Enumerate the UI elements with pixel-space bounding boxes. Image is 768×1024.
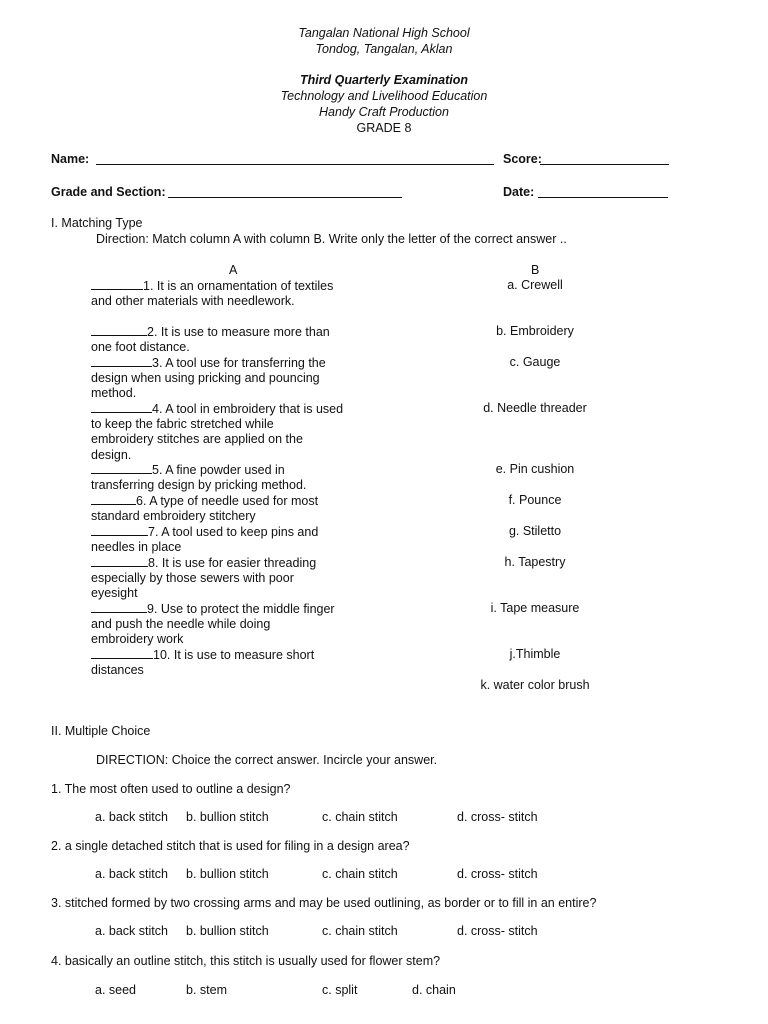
answer-blank[interactable] xyxy=(91,324,147,336)
course-title: Handy Craft Production xyxy=(319,105,449,119)
matching-item-text: 4. A tool in embroidery that is used xyxy=(152,402,344,416)
matching-item-continuation xyxy=(91,417,274,433)
grade-section-line[interactable] xyxy=(168,197,402,198)
matching-item-continuation xyxy=(91,432,303,448)
matching-item-continuation xyxy=(91,663,144,679)
answer-option[interactable]: a. back stitch xyxy=(95,924,168,938)
matching-item-text: embroidery stitches are applied on the xyxy=(91,432,303,446)
matching-item-text: distances xyxy=(91,662,144,677)
answer-option[interactable]: d. chain xyxy=(412,983,456,997)
matching-item-continuation xyxy=(91,371,320,387)
part2-title: II. Multiple Choice xyxy=(51,724,151,738)
matching-item-continuation xyxy=(91,448,131,464)
matching-item-text: one foot distance. xyxy=(91,339,190,354)
matching-item-text: design. xyxy=(91,447,132,462)
matching-item-continuation xyxy=(91,386,136,402)
matching-choice: d. Needle threader xyxy=(483,401,587,415)
answer-option[interactable]: b. stem xyxy=(186,983,227,997)
matching-choice: c. Gauge xyxy=(509,355,561,369)
part1-direction: Direction: Match column A with column B. Write only the letter of the correct answer .. xyxy=(96,232,567,246)
answer-option[interactable]: b. bullion stitch xyxy=(186,924,269,938)
grade-title: GRADE 8 xyxy=(356,121,412,135)
matching-item-text: needles in place xyxy=(91,539,182,554)
answer-option[interactable]: d. cross- stitch xyxy=(457,924,538,938)
matching-choice: i. Tape measure xyxy=(490,601,580,615)
matching-choice: e. Pin cushion xyxy=(495,462,575,476)
matching-item xyxy=(91,555,316,572)
answer-option[interactable]: a. seed xyxy=(95,983,137,997)
answer-option[interactable]: d. cross- stitch xyxy=(457,867,538,881)
column-b-heading: B xyxy=(531,263,540,277)
matching-item-text: 3. A tool use for transferring the xyxy=(152,356,326,370)
answer-blank[interactable] xyxy=(91,524,148,536)
answer-option[interactable]: b. bullion stitch xyxy=(186,810,269,824)
grade-section-label: Grade and Section: xyxy=(51,185,166,199)
matching-item-text: standard embroidery stitchery xyxy=(91,508,256,523)
school-address: Tondog, Tangalan, Aklan xyxy=(315,42,453,56)
matching-item xyxy=(91,647,314,664)
matching-item xyxy=(91,324,330,341)
matching-item-text: 8. It is use for easier threading xyxy=(148,556,317,570)
matching-item xyxy=(91,278,333,295)
matching-item-text: 10. It is use to measure short xyxy=(153,648,315,662)
matching-choice: b. Embroidery xyxy=(496,324,574,338)
matching-item xyxy=(91,524,318,541)
score-label: Score: xyxy=(503,152,542,166)
matching-item-text: 1. It is an ornamentation of textiles xyxy=(143,279,334,293)
answer-option[interactable]: d. cross- stitch xyxy=(457,810,538,824)
date-line[interactable] xyxy=(538,197,668,198)
matching-item-continuation xyxy=(91,340,190,356)
matching-item-continuation xyxy=(91,294,295,310)
score-line[interactable] xyxy=(540,164,669,165)
question-text: 4. basically an outline stitch, this stitch is usually used for flower stem? xyxy=(51,954,441,968)
question-text: 2. a single detached stitch that is used for filing in a design area? xyxy=(51,839,410,853)
matching-item-continuation xyxy=(91,478,306,494)
matching-choice: k. water color brush xyxy=(480,678,590,692)
answer-blank[interactable] xyxy=(91,278,143,290)
question-text: 1. The most often used to outline a design? xyxy=(51,782,291,796)
matching-item-text: to keep the fabric stretched while xyxy=(91,416,274,431)
answer-option[interactable]: c. chain stitch xyxy=(322,924,398,938)
answer-option[interactable]: c. split xyxy=(322,983,358,997)
column-a-heading: A xyxy=(229,263,238,277)
matching-item xyxy=(91,601,335,618)
matching-item-text: method. xyxy=(91,386,137,400)
part2-direction: DIRECTION: Choice the correct answer. Incircle your answer. xyxy=(96,753,438,767)
matching-item xyxy=(91,401,343,418)
matching-choice: h. Tapestry xyxy=(504,555,566,569)
answer-blank[interactable] xyxy=(91,355,152,367)
matching-item-text: transferring design by pricking method. xyxy=(91,477,307,492)
part1-title: I. Matching Type xyxy=(51,216,143,230)
matching-item-text: and other materials with needlework. xyxy=(91,293,295,308)
matching-item-continuation xyxy=(91,571,294,587)
answer-blank[interactable] xyxy=(91,462,152,474)
matching-choice: a. Crewell xyxy=(507,278,563,292)
name-line[interactable] xyxy=(96,164,494,165)
answer-option[interactable]: a. back stitch xyxy=(95,810,168,824)
question-text: 3. stitched formed by two crossing arms and may be used outlining, as border or to fill in an entire? xyxy=(51,896,597,910)
exam-title: Third Quarterly Examination xyxy=(299,73,469,87)
matching-item-continuation xyxy=(91,617,270,633)
school-name: Tangalan National High School xyxy=(298,26,470,40)
matching-item-continuation xyxy=(91,632,183,648)
subject-title: Technology and Livelihood Education xyxy=(280,89,488,103)
matching-item-text: embroidery work xyxy=(91,632,184,646)
answer-blank[interactable] xyxy=(91,647,153,659)
matching-item-continuation xyxy=(91,540,181,556)
answer-option[interactable]: a. back stitch xyxy=(95,867,168,881)
answer-option[interactable]: c. chain stitch xyxy=(322,867,398,881)
matching-item-text: design when using pricking and pouncing xyxy=(91,370,320,385)
matching-choice: j.Thimble xyxy=(509,647,561,661)
answer-blank[interactable] xyxy=(91,401,152,413)
matching-item xyxy=(91,493,318,510)
matching-item-text: 9. Use to protect the middle finger xyxy=(147,602,335,616)
answer-blank[interactable] xyxy=(91,601,147,613)
matching-item-text: 2. It is use to measure more than xyxy=(147,325,330,339)
matching-choice: g. Stiletto xyxy=(508,524,562,538)
matching-item-continuation xyxy=(91,509,256,525)
matching-item xyxy=(91,462,285,479)
answer-blank[interactable] xyxy=(91,493,136,505)
matching-item-continuation xyxy=(91,586,138,602)
date-label: Date: xyxy=(503,185,535,199)
matching-item-text: 6. A type of needle used for most xyxy=(136,494,319,508)
matching-item-text: 5. A fine powder used in xyxy=(152,463,285,477)
matching-item xyxy=(91,355,326,372)
answer-option[interactable]: c. chain stitch xyxy=(322,810,398,824)
matching-item-text: especially by those sewers with poor xyxy=(91,570,294,585)
answer-option[interactable]: b. bullion stitch xyxy=(186,867,269,881)
matching-item-text: eyesight xyxy=(91,586,138,600)
matching-item-text: and push the needle while doing xyxy=(91,616,271,631)
matching-item-text: 7. A tool used to keep pins and xyxy=(148,525,319,539)
answer-blank[interactable] xyxy=(91,555,148,567)
name-label: Name: xyxy=(51,152,90,166)
matching-choice: f. Pounce xyxy=(508,493,562,507)
